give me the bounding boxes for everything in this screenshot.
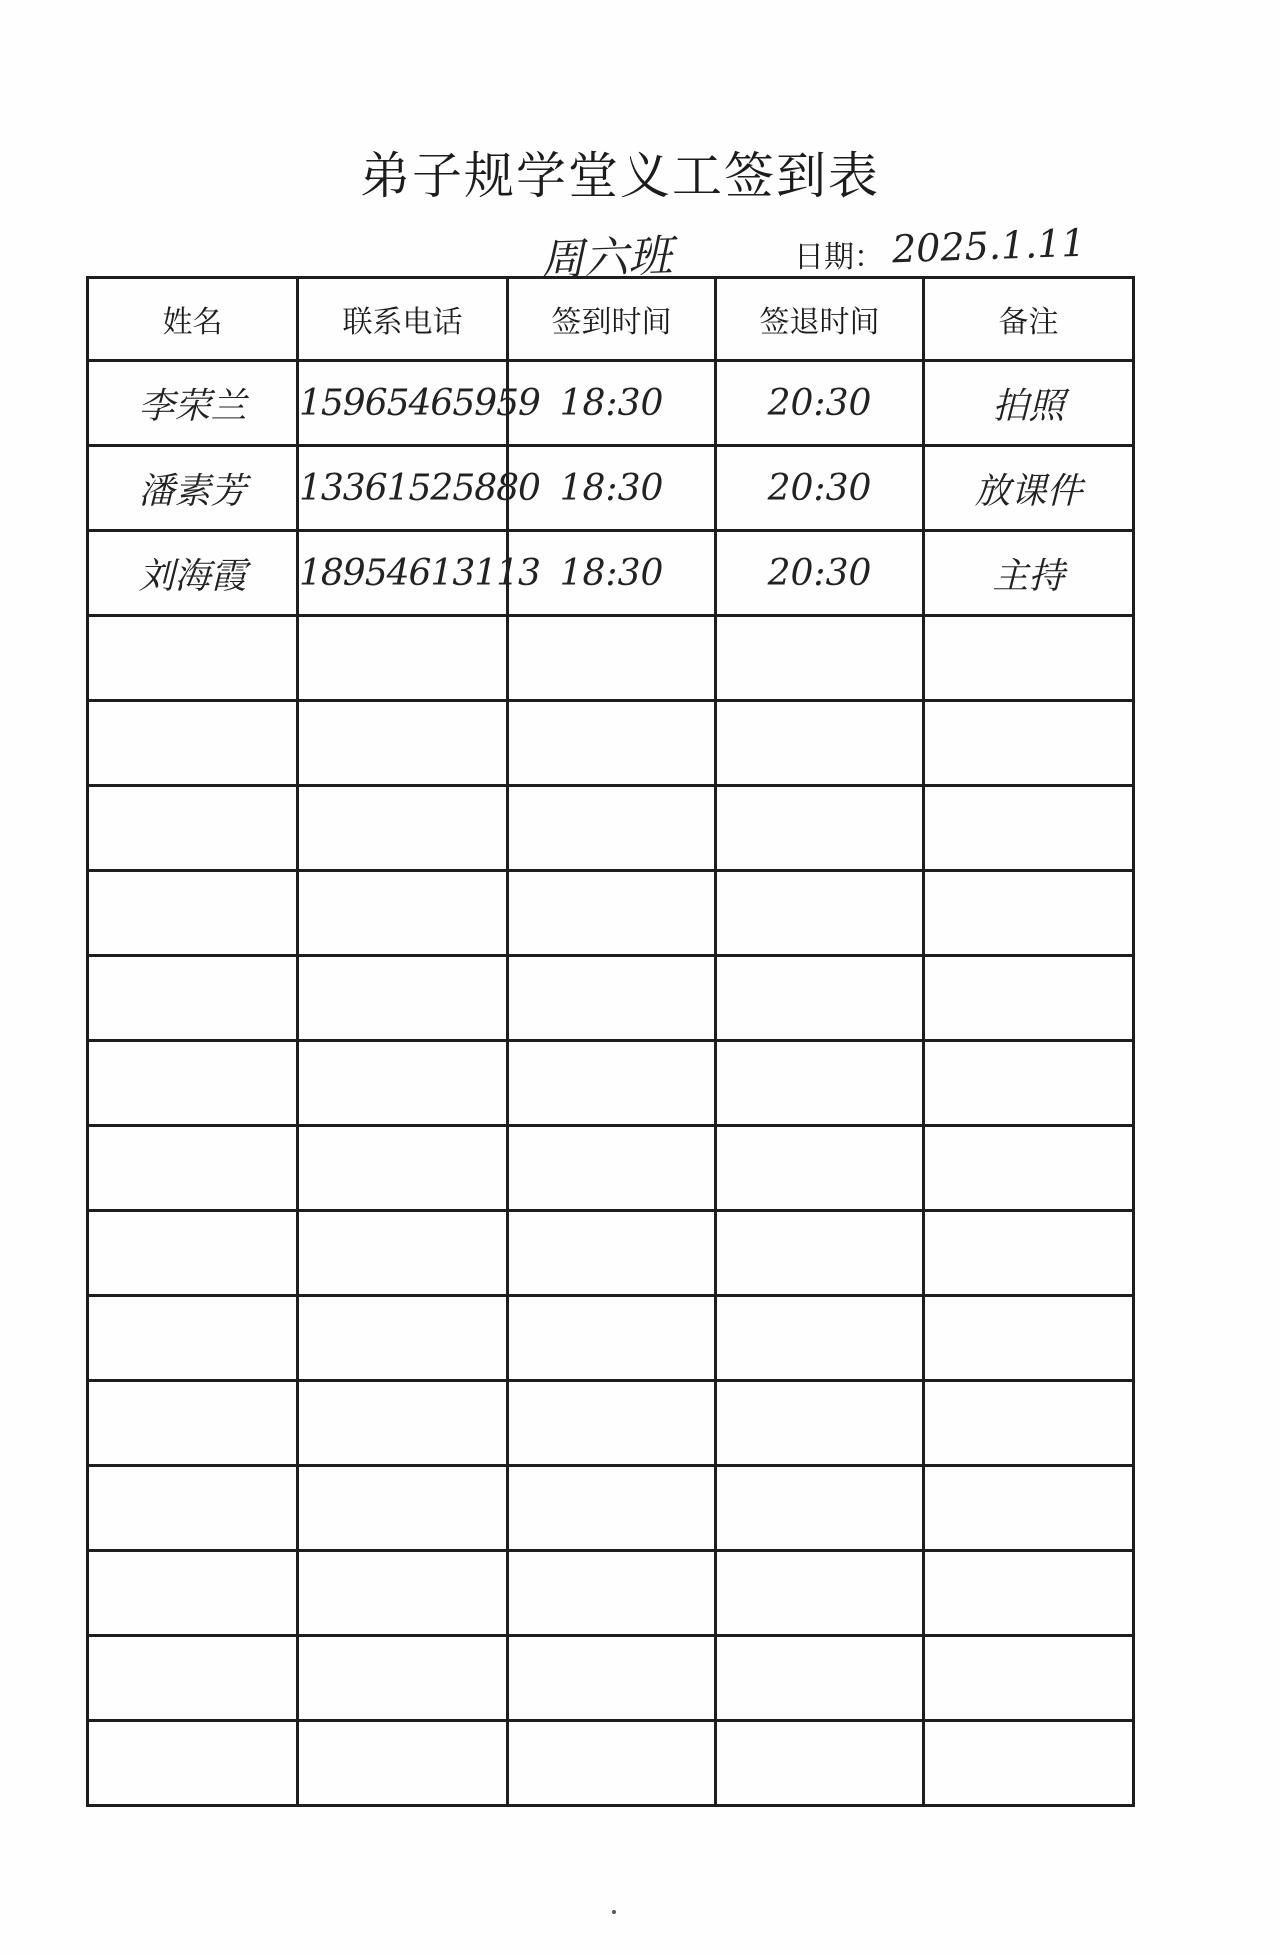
empty-cell: [508, 1466, 716, 1551]
empty-cell: [88, 1551, 298, 1636]
empty-cell: [716, 1466, 924, 1551]
class-name: 周六班: [539, 230, 674, 287]
empty-table-row: [88, 1466, 1134, 1551]
empty-cell: [508, 1551, 716, 1636]
cell-note: 拍照: [924, 361, 1134, 446]
empty-cell: [924, 1126, 1134, 1211]
empty-table-row: [88, 1551, 1134, 1636]
cell-sign-in-time: 18:30: [508, 361, 716, 446]
table-row: [88, 446, 1134, 531]
empty-cell: [924, 1466, 1134, 1551]
empty-cell: [508, 1636, 716, 1721]
empty-cell: [716, 871, 924, 956]
cell-phone: 18954613113: [298, 531, 508, 616]
empty-cell: [298, 1551, 508, 1636]
empty-cell: [88, 1721, 298, 1806]
empty-cell: [508, 956, 716, 1041]
empty-cell: [924, 1211, 1134, 1296]
empty-cell: [508, 786, 716, 871]
cell-phone: 13361525880: [298, 446, 508, 531]
empty-table-row: [88, 701, 1134, 786]
empty-cell: [88, 1296, 298, 1381]
column-header-sign-out-time: 签退时间: [716, 278, 924, 361]
empty-cell: [508, 1296, 716, 1381]
empty-cell: [508, 1381, 716, 1466]
sign-in-table: [86, 276, 1135, 1807]
empty-cell: [716, 1296, 924, 1381]
empty-cell: [924, 1381, 1134, 1466]
empty-cell: [88, 956, 298, 1041]
empty-cell: [924, 956, 1134, 1041]
column-header-sign-in-time: 签到时间: [508, 278, 716, 361]
empty-cell: [508, 701, 716, 786]
column-header-name: 姓名: [88, 278, 298, 361]
empty-cell: [88, 1211, 298, 1296]
column-header-note: 备注: [924, 278, 1134, 361]
empty-cell: [716, 1551, 924, 1636]
empty-cell: [716, 786, 924, 871]
empty-cell: [924, 871, 1134, 956]
empty-cell: [716, 616, 924, 701]
cell-name: 刘海霞: [88, 531, 298, 616]
table-header-row: [88, 278, 1134, 361]
empty-cell: [924, 1636, 1134, 1721]
empty-cell: [298, 616, 508, 701]
empty-cell: [716, 1211, 924, 1296]
empty-cell: [716, 1721, 924, 1806]
empty-cell: [298, 871, 508, 956]
empty-cell: [508, 1721, 716, 1806]
date-label: 日期：: [794, 240, 884, 275]
empty-cell: [88, 1636, 298, 1721]
sheet-title: 弟子规学堂义工签到表: [360, 147, 880, 205]
cell-phone: 15965465959: [298, 361, 508, 446]
table-row: [88, 361, 1134, 446]
empty-cell: [716, 1041, 924, 1126]
empty-cell: [924, 1296, 1134, 1381]
empty-cell: [508, 871, 716, 956]
table-row: [88, 531, 1134, 616]
empty-table-row: [88, 1721, 1134, 1806]
empty-cell: [924, 1721, 1134, 1806]
empty-cell: [88, 786, 298, 871]
empty-cell: [924, 616, 1134, 701]
empty-table-row: [88, 1211, 1134, 1296]
empty-cell: [298, 1296, 508, 1381]
empty-cell: [298, 1126, 508, 1211]
empty-cell: [88, 1041, 298, 1126]
empty-cell: [508, 1211, 716, 1296]
empty-table-row: [88, 1381, 1134, 1466]
empty-cell: [88, 616, 298, 701]
empty-cell: [716, 701, 924, 786]
empty-cell: [716, 956, 924, 1041]
empty-table-row: [88, 786, 1134, 871]
cell-sign-out-time: 20:30: [716, 531, 924, 616]
empty-cell: [88, 871, 298, 956]
empty-table-row: [88, 871, 1134, 956]
empty-table-row: [88, 1126, 1134, 1211]
cell-name: 潘素芳: [88, 446, 298, 531]
empty-cell: [716, 1636, 924, 1721]
empty-cell: [88, 1126, 298, 1211]
cell-name: 李荣兰: [88, 361, 298, 446]
empty-table-row: [88, 956, 1134, 1041]
empty-cell: [924, 1551, 1134, 1636]
empty-table-row: [88, 1636, 1134, 1721]
empty-cell: [88, 1466, 298, 1551]
empty-cell: [298, 1211, 508, 1296]
empty-cell: [508, 616, 716, 701]
empty-cell: [924, 701, 1134, 786]
cell-sign-in-time: 18:30: [508, 531, 716, 616]
empty-cell: [298, 1721, 508, 1806]
cell-sign-out-time: 20:30: [716, 446, 924, 531]
empty-cell: [508, 1126, 716, 1211]
empty-cell: [88, 1381, 298, 1466]
empty-cell: [88, 701, 298, 786]
empty-cell: [924, 786, 1134, 871]
cell-sign-in-time: 18:30: [508, 446, 716, 531]
date-value: 2025.1.11: [891, 220, 1087, 272]
cell-note: 放课件: [924, 446, 1134, 531]
empty-cell: [298, 701, 508, 786]
empty-cell: [298, 956, 508, 1041]
empty-table-row: [88, 616, 1134, 701]
cell-note: 主持: [924, 531, 1134, 616]
empty-cell: [298, 786, 508, 871]
column-header-phone: 联系电话: [298, 278, 508, 361]
page-mark: [612, 1910, 616, 1914]
empty-cell: [924, 1041, 1134, 1126]
cell-sign-out-time: 20:30: [716, 361, 924, 446]
empty-cell: [298, 1466, 508, 1551]
empty-cell: [298, 1381, 508, 1466]
empty-cell: [716, 1126, 924, 1211]
empty-table-row: [88, 1041, 1134, 1126]
empty-cell: [298, 1636, 508, 1721]
empty-table-row: [88, 1296, 1134, 1381]
empty-cell: [716, 1381, 924, 1466]
empty-cell: [298, 1041, 508, 1126]
empty-cell: [508, 1041, 716, 1126]
